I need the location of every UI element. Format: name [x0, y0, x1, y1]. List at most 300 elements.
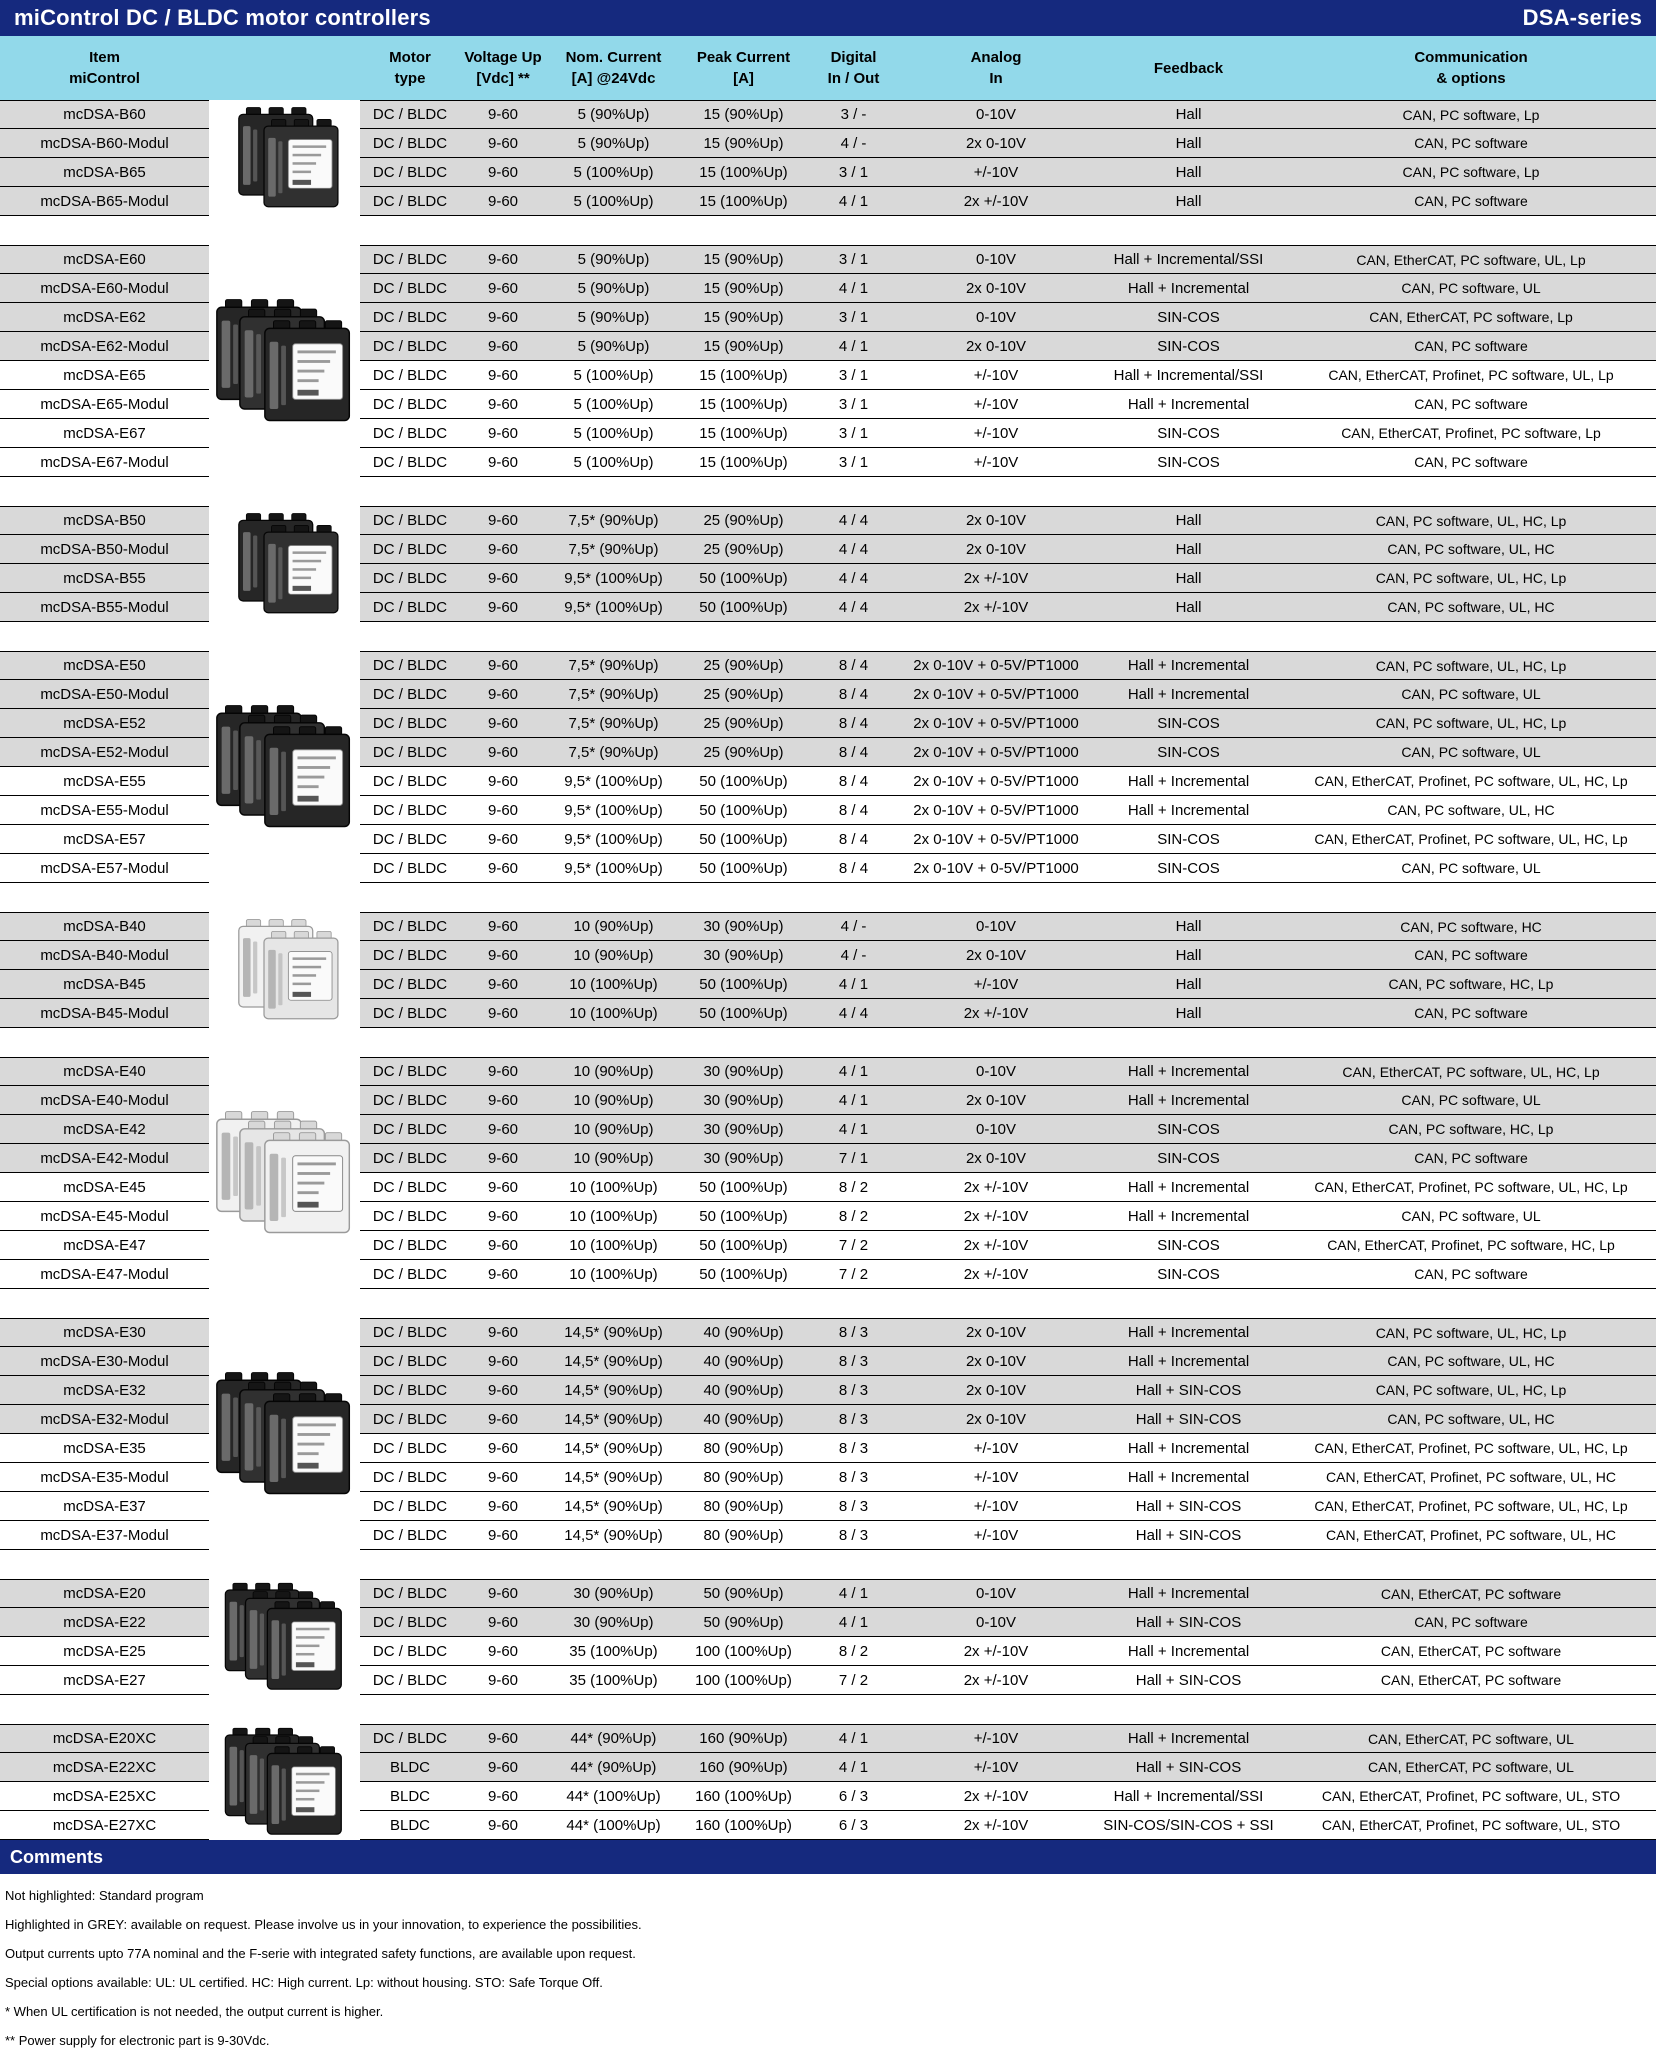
cell-nom-current: 7,5* (90%Up): [546, 651, 681, 680]
product-photo-graphic: [222, 103, 348, 214]
cell-motor-type: DC / BLDC: [360, 854, 460, 883]
cell-peak-current: 15 (100%Up): [681, 158, 806, 187]
cell-voltage: 9-60: [460, 1231, 546, 1260]
cell-feedback: Hall + Incremental: [1091, 1173, 1286, 1202]
cell-feedback: Hall: [1091, 970, 1286, 999]
header-line-1: Feedback: [1153, 59, 1224, 77]
cell-feedback: Hall + Incremental: [1091, 1318, 1286, 1347]
product-group-mcDSA-E20XC: [0, 1724, 1656, 1840]
cell-item: mcDSA-E67: [0, 419, 209, 448]
cell-voltage: 9-60: [460, 361, 546, 390]
cell-digital-io: 8 / 3: [806, 1376, 901, 1405]
cell-nom-current: 7,5* (90%Up): [546, 738, 681, 767]
cell-motor-type: BLDC: [360, 1782, 460, 1811]
cell-analog-in: 0-10V: [901, 1115, 1091, 1144]
product-photo-graphic: [213, 298, 357, 425]
cell-peak-current: 30 (90%Up): [681, 1057, 806, 1086]
cell-feedback: Hall: [1091, 941, 1286, 970]
table-row: [0, 245, 1656, 274]
cell-nom-current: 10 (100%Up): [546, 1231, 681, 1260]
cell-peak-current: 30 (90%Up): [681, 1144, 806, 1173]
cell-nom-current: 5 (100%Up): [546, 390, 681, 419]
cell-motor-type: DC / BLDC: [360, 1579, 460, 1608]
cell-item: mcDSA-E42: [0, 1115, 209, 1144]
header-line-1: Voltage Up: [464, 49, 542, 66]
cell-item: mcDSA-B65: [0, 158, 209, 187]
cell-communication: CAN, PC software, UL, HC, Lp: [1286, 506, 1656, 535]
cell-nom-current: 14,5* (90%Up): [546, 1347, 681, 1376]
cell-nom-current: 14,5* (90%Up): [546, 1405, 681, 1434]
cell-analog-in: 0-10V: [901, 1579, 1091, 1608]
cell-communication: CAN, EtherCAT, Profinet, PC software, UL, STO: [1286, 1811, 1656, 1840]
cell-feedback: Hall + Incremental: [1091, 1202, 1286, 1231]
cell-analog-in: 2x 0-10V: [901, 1405, 1091, 1434]
cell-voltage: 9-60: [460, 593, 546, 622]
comments-header: Comments: [10, 1846, 104, 1867]
image-band-spacer: [209, 651, 360, 680]
cell-motor-type: DC / BLDC: [360, 1231, 460, 1260]
cell-feedback: Hall: [1091, 158, 1286, 187]
cell-analog-in: +/-10V: [901, 1521, 1091, 1550]
cell-feedback: Hall + Incremental: [1091, 1637, 1286, 1666]
cell-voltage: 9-60: [460, 796, 546, 825]
col-header-voltage: [460, 36, 546, 100]
cell-peak-current: 50 (100%Up): [681, 1202, 806, 1231]
table-row: [0, 1521, 1656, 1550]
cell-peak-current: 50 (100%Up): [681, 854, 806, 883]
cell-digital-io: 3 / 1: [806, 361, 901, 390]
cell-communication: CAN, PC software, HC, Lp: [1286, 970, 1656, 999]
cell-item: mcDSA-E30-Modul: [0, 1347, 209, 1376]
cell-nom-current: 7,5* (90%Up): [546, 535, 681, 564]
cell-peak-current: 25 (90%Up): [681, 651, 806, 680]
cell-feedback: Hall: [1091, 129, 1286, 158]
cell-motor-type: DC / BLDC: [360, 825, 460, 854]
cell-voltage: 9-60: [460, 1434, 546, 1463]
cell-nom-current: 10 (100%Up): [546, 999, 681, 1028]
cell-motor-type: DC / BLDC: [360, 1202, 460, 1231]
comment-line: Output currents upto 77A nominal and the F-serie with integrated safety functions, are available upon request.: [5, 1946, 636, 1961]
cell-peak-current: 30 (90%Up): [681, 912, 806, 941]
col-header-digital-io: [806, 36, 901, 100]
cell-analog-in: 2x +/-10V: [901, 1811, 1091, 1840]
cell-analog-in: 2x +/-10V: [901, 1202, 1091, 1231]
cell-communication: CAN, EtherCAT, PC software, Lp: [1286, 303, 1656, 332]
cell-feedback: SIN-COS: [1091, 419, 1286, 448]
series-label: DSA-series: [1522, 5, 1642, 30]
cell-digital-io: 3 / 1: [806, 303, 901, 332]
cell-item: mcDSA-E40: [0, 1057, 209, 1086]
cell-nom-current: 10 (90%Up): [546, 1057, 681, 1086]
image-band-spacer: [209, 245, 360, 274]
cell-digital-io: 3 / 1: [806, 245, 901, 274]
cell-digital-io: 8 / 2: [806, 1173, 901, 1202]
cell-analog-in: 2x 0-10V + 0-5V/PT1000: [901, 767, 1091, 796]
cell-item: mcDSA-E65-Modul: [0, 390, 209, 419]
cell-communication: CAN, EtherCAT, Profinet, PC software, UL, HC, Lp: [1286, 767, 1656, 796]
product-photo-graphic: [213, 1371, 357, 1498]
cell-peak-current: 80 (90%Up): [681, 1521, 806, 1550]
cell-digital-io: 4 / 1: [806, 1057, 901, 1086]
cell-analog-in: 2x 0-10V: [901, 1376, 1091, 1405]
cell-voltage: 9-60: [460, 1492, 546, 1521]
cell-motor-type: DC / BLDC: [360, 1057, 460, 1086]
cell-digital-io: 8 / 3: [806, 1405, 901, 1434]
cell-item: mcDSA-B60: [0, 100, 209, 129]
cell-motor-type: DC / BLDC: [360, 448, 460, 477]
cell-feedback: Hall: [1091, 506, 1286, 535]
cell-feedback: Hall + Incremental: [1091, 767, 1286, 796]
cell-communication: CAN, PC software, UL, HC: [1286, 1347, 1656, 1376]
cell-voltage: 9-60: [460, 1637, 546, 1666]
cell-digital-io: 8 / 4: [806, 854, 901, 883]
cell-item: mcDSA-E65: [0, 361, 209, 390]
cell-voltage: 9-60: [460, 1057, 546, 1086]
header-line-2: miControl: [69, 70, 140, 87]
cell-digital-io: 4 / 4: [806, 999, 901, 1028]
cell-communication: CAN, EtherCAT, Profinet, PC software, HC, Lp: [1286, 1231, 1656, 1260]
cell-digital-io: 3 / -: [806, 100, 901, 129]
cell-item: mcDSA-E25: [0, 1637, 209, 1666]
image-band-spacer: [209, 1318, 360, 1347]
col-header-motor-type: [360, 36, 460, 100]
cell-analog-in: 2x 0-10V: [901, 535, 1091, 564]
cell-peak-current: 25 (90%Up): [681, 535, 806, 564]
cell-motor-type: DC / BLDC: [360, 1724, 460, 1753]
image-band-spacer: [209, 1260, 360, 1289]
page-title: miControl DC / BLDC motor controllers: [14, 5, 431, 30]
cell-communication: CAN, PC software: [1286, 332, 1656, 361]
product-photo-dark: [209, 298, 360, 425]
cell-voltage: 9-60: [460, 332, 546, 361]
cell-nom-current: 9,5* (100%Up): [546, 564, 681, 593]
cell-digital-io: 3 / 1: [806, 158, 901, 187]
cell-nom-current: 14,5* (90%Up): [546, 1434, 681, 1463]
cell-communication: CAN, PC software: [1286, 187, 1656, 216]
cell-digital-io: 4 / 1: [806, 187, 901, 216]
cell-feedback: Hall: [1091, 535, 1286, 564]
header-line-2: [A]: [733, 70, 754, 87]
cell-peak-current: 15 (90%Up): [681, 100, 806, 129]
cell-communication: CAN, PC software, UL, HC: [1286, 593, 1656, 622]
cell-analog-in: +/-10V: [901, 1724, 1091, 1753]
cell-item: mcDSA-B65-Modul: [0, 187, 209, 216]
cell-voltage: 9-60: [460, 912, 546, 941]
cell-communication: CAN, EtherCAT, Profinet, PC software, UL, HC, Lp: [1286, 1434, 1656, 1463]
cell-item: mcDSA-E32-Modul: [0, 1405, 209, 1434]
col-header-item: [0, 36, 209, 100]
product-group-mcDSA-E60: [0, 245, 1656, 477]
table-row: [0, 651, 1656, 680]
cell-analog-in: 2x +/-10V: [901, 1260, 1091, 1289]
cell-nom-current: 9,5* (100%Up): [546, 767, 681, 796]
cell-feedback: Hall: [1091, 912, 1286, 941]
cell-digital-io: 7 / 2: [806, 1260, 901, 1289]
cell-nom-current: 44* (90%Up): [546, 1724, 681, 1753]
cell-communication: CAN, PC software, UL: [1286, 680, 1656, 709]
cell-communication: CAN, PC software: [1286, 129, 1656, 158]
cell-peak-current: 15 (100%Up): [681, 390, 806, 419]
cell-peak-current: 15 (90%Up): [681, 274, 806, 303]
cell-item: mcDSA-E57-Modul: [0, 854, 209, 883]
cell-item: mcDSA-B45-Modul: [0, 999, 209, 1028]
cell-peak-current: 25 (90%Up): [681, 506, 806, 535]
cell-analog-in: 2x 0-10V + 0-5V/PT1000: [901, 651, 1091, 680]
cell-analog-in: +/-10V: [901, 361, 1091, 390]
cell-motor-type: DC / BLDC: [360, 390, 460, 419]
cell-item: mcDSA-E60-Modul: [0, 274, 209, 303]
cell-analog-in: 2x 0-10V + 0-5V/PT1000: [901, 709, 1091, 738]
product-photo-dark: [209, 1727, 360, 1838]
cell-analog-in: 2x 0-10V: [901, 1318, 1091, 1347]
cell-feedback: Hall + Incremental: [1091, 1347, 1286, 1376]
cell-item: mcDSA-E52: [0, 709, 209, 738]
table-row: [0, 1318, 1656, 1347]
cell-motor-type: DC / BLDC: [360, 1637, 460, 1666]
cell-feedback: Hall + SIN-COS: [1091, 1666, 1286, 1695]
cell-communication: CAN, PC software, HC, Lp: [1286, 1115, 1656, 1144]
cell-feedback: SIN-COS: [1091, 825, 1286, 854]
cell-digital-io: 8 / 2: [806, 1637, 901, 1666]
cell-feedback: Hall: [1091, 593, 1286, 622]
cell-analog-in: 2x 0-10V: [901, 129, 1091, 158]
cell-digital-io: 8 / 4: [806, 738, 901, 767]
cell-communication: CAN, PC software, UL: [1286, 738, 1656, 767]
cell-digital-io: 8 / 3: [806, 1318, 901, 1347]
product-photo-graphic: [222, 1582, 348, 1693]
cell-feedback: Hall + Incremental: [1091, 1086, 1286, 1115]
cell-nom-current: 30 (90%Up): [546, 1579, 681, 1608]
cell-voltage: 9-60: [460, 825, 546, 854]
comments-section: [0, 1874, 1656, 2048]
cell-communication: CAN, PC software: [1286, 999, 1656, 1028]
cell-motor-type: DC / BLDC: [360, 767, 460, 796]
product-group-mcDSA-E50: [0, 651, 1656, 883]
cell-voltage: 9-60: [460, 245, 546, 274]
cell-voltage: 9-60: [460, 187, 546, 216]
comment-line: Not highlighted: Standard program: [5, 1888, 204, 1903]
cell-digital-io: 4 / 1: [806, 1608, 901, 1637]
cell-peak-current: 50 (100%Up): [681, 825, 806, 854]
cell-peak-current: 160 (90%Up): [681, 1753, 806, 1782]
cell-item: mcDSA-E27XC: [0, 1811, 209, 1840]
cell-communication: CAN, PC software, UL, HC, Lp: [1286, 564, 1656, 593]
cell-digital-io: 8 / 4: [806, 796, 901, 825]
cell-analog-in: 2x 0-10V + 0-5V/PT1000: [901, 854, 1091, 883]
header-line-1: Digital: [830, 49, 877, 66]
cell-item: mcDSA-E62-Modul: [0, 332, 209, 361]
cell-nom-current: 14,5* (90%Up): [546, 1376, 681, 1405]
cell-communication: CAN, PC software, UL: [1286, 1086, 1656, 1115]
cell-voltage: 9-60: [460, 1608, 546, 1637]
table-row: [0, 854, 1656, 883]
cell-item: mcDSA-B45: [0, 970, 209, 999]
cell-peak-current: 30 (90%Up): [681, 1115, 806, 1144]
cell-nom-current: 10 (90%Up): [546, 941, 681, 970]
cell-feedback: SIN-COS: [1091, 738, 1286, 767]
cell-voltage: 9-60: [460, 129, 546, 158]
cell-item: mcDSA-E55-Modul: [0, 796, 209, 825]
cell-nom-current: 5 (90%Up): [546, 303, 681, 332]
cell-digital-io: 4 / 1: [806, 332, 901, 361]
cell-peak-current: 50 (100%Up): [681, 970, 806, 999]
cell-analog-in: 2x 0-10V: [901, 1086, 1091, 1115]
cell-analog-in: 2x +/-10V: [901, 1173, 1091, 1202]
header-line-2: [Vdc] **: [476, 70, 530, 87]
header-line-1: Item: [89, 49, 120, 66]
cell-item: mcDSA-E52-Modul: [0, 738, 209, 767]
cell-communication: CAN, PC software, UL, HC: [1286, 796, 1656, 825]
cell-analog-in: 0-10V: [901, 912, 1091, 941]
product-photo-graphic: [222, 915, 348, 1026]
cell-motor-type: DC / BLDC: [360, 1434, 460, 1463]
cell-analog-in: 2x 0-10V: [901, 274, 1091, 303]
cell-communication: CAN, PC software: [1286, 1260, 1656, 1289]
cell-motor-type: DC / BLDC: [360, 274, 460, 303]
image-band-spacer: [209, 1057, 360, 1086]
cell-digital-io: 4 / 1: [806, 1724, 901, 1753]
cell-digital-io: 3 / 1: [806, 419, 901, 448]
cell-peak-current: 160 (100%Up): [681, 1782, 806, 1811]
cell-feedback: Hall + Incremental: [1091, 651, 1286, 680]
cell-voltage: 9-60: [460, 999, 546, 1028]
cell-item: mcDSA-E22XC: [0, 1753, 209, 1782]
cell-digital-io: 8 / 2: [806, 1202, 901, 1231]
cell-analog-in: +/-10V: [901, 1463, 1091, 1492]
cell-voltage: 9-60: [460, 738, 546, 767]
cell-digital-io: 4 / -: [806, 129, 901, 158]
cell-feedback: Hall + Incremental: [1091, 796, 1286, 825]
col-header-communication: [1286, 36, 1656, 100]
cell-analog-in: +/-10V: [901, 390, 1091, 419]
product-photo-graphic: [222, 509, 348, 620]
cell-peak-current: 160 (90%Up): [681, 1724, 806, 1753]
image-band-spacer: [209, 854, 360, 883]
cell-item: mcDSA-E67-Modul: [0, 448, 209, 477]
cell-digital-io: 4 / 1: [806, 970, 901, 999]
comment-line: Highlighted in GREY: available on request. Please involve us in your innovation, to experience the possibilities.: [5, 1917, 642, 1932]
cell-nom-current: 14,5* (90%Up): [546, 1463, 681, 1492]
cell-item: mcDSA-B60-Modul: [0, 129, 209, 158]
cell-motor-type: DC / BLDC: [360, 1376, 460, 1405]
cell-peak-current: 100 (100%Up): [681, 1637, 806, 1666]
cell-item: mcDSA-E60: [0, 245, 209, 274]
cell-feedback: SIN-COS: [1091, 303, 1286, 332]
cell-motor-type: DC / BLDC: [360, 680, 460, 709]
product-group-mcDSA-B50: [0, 506, 1656, 622]
cell-nom-current: 5 (100%Up): [546, 158, 681, 187]
cell-communication: CAN, PC software: [1286, 941, 1656, 970]
header-line-1: Communication: [1414, 49, 1528, 66]
cell-nom-current: 5 (100%Up): [546, 361, 681, 390]
cell-feedback: Hall: [1091, 999, 1286, 1028]
cell-voltage: 9-60: [460, 1521, 546, 1550]
cell-nom-current: 9,5* (100%Up): [546, 854, 681, 883]
product-photo-graphic: [222, 1727, 348, 1838]
cell-peak-current: 50 (100%Up): [681, 564, 806, 593]
cell-analog-in: 2x +/-10V: [901, 1231, 1091, 1260]
cell-voltage: 9-60: [460, 1463, 546, 1492]
cell-feedback: SIN-COS: [1091, 332, 1286, 361]
cell-analog-in: 2x +/-10V: [901, 999, 1091, 1028]
cell-motor-type: DC / BLDC: [360, 796, 460, 825]
cell-motor-type: DC / BLDC: [360, 970, 460, 999]
header-line-2: type: [394, 70, 426, 87]
comment-line: Special options available: UL: UL certified. HC: High current. Lp: without housing. STO: Safe Torque Off.: [5, 1975, 603, 1990]
cell-digital-io: 8 / 4: [806, 825, 901, 854]
cell-motor-type: DC / BLDC: [360, 1347, 460, 1376]
cell-item: mcDSA-E55: [0, 767, 209, 796]
cell-digital-io: 8 / 3: [806, 1521, 901, 1550]
cell-peak-current: 50 (100%Up): [681, 1173, 806, 1202]
cell-item: mcDSA-E25XC: [0, 1782, 209, 1811]
cell-feedback: Hall + SIN-COS: [1091, 1405, 1286, 1434]
cell-feedback: Hall: [1091, 564, 1286, 593]
cell-digital-io: 3 / 1: [806, 448, 901, 477]
cell-digital-io: 8 / 4: [806, 651, 901, 680]
cell-analog-in: 0-10V: [901, 1057, 1091, 1086]
cell-nom-current: 7,5* (90%Up): [546, 709, 681, 738]
cell-nom-current: 10 (90%Up): [546, 1115, 681, 1144]
cell-nom-current: 10 (100%Up): [546, 1173, 681, 1202]
cell-peak-current: 100 (100%Up): [681, 1666, 806, 1695]
cell-analog-in: 2x +/-10V: [901, 1782, 1091, 1811]
cell-analog-in: 2x +/-10V: [901, 593, 1091, 622]
cell-voltage: 9-60: [460, 1405, 546, 1434]
cell-nom-current: 44* (100%Up): [546, 1782, 681, 1811]
cell-motor-type: DC / BLDC: [360, 1666, 460, 1695]
cell-communication: CAN, EtherCAT, Profinet, PC software, Lp: [1286, 419, 1656, 448]
cell-feedback: Hall + Incremental: [1091, 274, 1286, 303]
cell-digital-io: 4 / 1: [806, 1115, 901, 1144]
cell-motor-type: DC / BLDC: [360, 1086, 460, 1115]
cell-analog-in: 0-10V: [901, 245, 1091, 274]
cell-voltage: 9-60: [460, 1347, 546, 1376]
cell-digital-io: 8 / 4: [806, 709, 901, 738]
cell-communication: CAN, EtherCAT, Profinet, PC software, UL, HC, Lp: [1286, 1173, 1656, 1202]
cell-digital-io: 8 / 3: [806, 1347, 901, 1376]
table-row: [0, 448, 1656, 477]
cell-item: mcDSA-B50: [0, 506, 209, 535]
cell-communication: CAN, PC software, UL, HC, Lp: [1286, 1376, 1656, 1405]
title-bar: [0, 0, 1656, 36]
cell-peak-current: 15 (100%Up): [681, 361, 806, 390]
cell-nom-current: 7,5* (90%Up): [546, 680, 681, 709]
cell-peak-current: 50 (100%Up): [681, 1231, 806, 1260]
cell-nom-current: 10 (100%Up): [546, 1260, 681, 1289]
cell-feedback: Hall + Incremental: [1091, 1434, 1286, 1463]
cell-voltage: 9-60: [460, 419, 546, 448]
cell-communication: CAN, PC software, UL, HC, Lp: [1286, 709, 1656, 738]
cell-feedback: Hall + SIN-COS: [1091, 1376, 1286, 1405]
cell-analog-in: +/-10V: [901, 158, 1091, 187]
cell-analog-in: 2x +/-10V: [901, 1666, 1091, 1695]
cell-voltage: 9-60: [460, 1724, 546, 1753]
cell-voltage: 9-60: [460, 274, 546, 303]
cell-item: mcDSA-B40: [0, 912, 209, 941]
header-line-1: Analog: [970, 49, 1022, 66]
cell-peak-current: 50 (100%Up): [681, 593, 806, 622]
cell-motor-type: DC / BLDC: [360, 709, 460, 738]
cell-analog-in: 0-10V: [901, 303, 1091, 332]
cell-digital-io: 4 / 1: [806, 1753, 901, 1782]
cell-peak-current: 15 (100%Up): [681, 187, 806, 216]
cell-peak-current: 50 (100%Up): [681, 767, 806, 796]
cell-communication: CAN, EtherCAT, PC software: [1286, 1579, 1656, 1608]
cell-peak-current: 40 (90%Up): [681, 1405, 806, 1434]
cell-peak-current: 160 (100%Up): [681, 1811, 806, 1840]
cell-digital-io: 4 / 1: [806, 274, 901, 303]
